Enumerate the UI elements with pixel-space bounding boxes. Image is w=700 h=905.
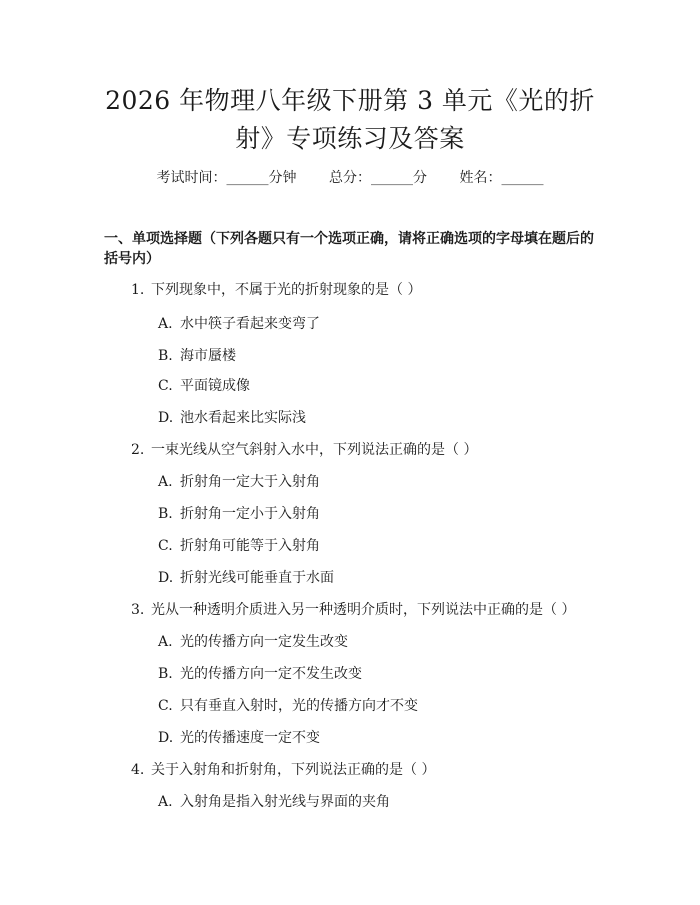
option-text: 折射角一定小于入射角 — [180, 506, 320, 522]
option-text: 海市蜃楼 — [180, 348, 236, 364]
section-heading-line-2: 括号内） — [104, 251, 160, 267]
question-3-option-a — [158, 632, 348, 652]
question-2-option-d — [158, 568, 334, 588]
option-letter: B. — [158, 666, 173, 682]
question-number: 3. — [131, 602, 145, 618]
option-letter: D. — [158, 570, 174, 586]
option-text: 水中筷子看起来变弯了 — [180, 316, 320, 332]
option-text: 平面镜成像 — [180, 378, 250, 394]
option-text: 只有垂直入射时，光的传播方向才不变 — [180, 698, 418, 714]
question-text: 关于入射角和折射角，下列说法正确的是（ ） — [151, 762, 436, 778]
option-letter: B. — [158, 506, 173, 522]
option-text: 光的传播方向一定发生改变 — [180, 634, 348, 650]
option-letter: A. — [158, 474, 173, 490]
option-text: 光的传播速度一定不变 — [180, 730, 320, 746]
option-text: 折射角可能等于入射角 — [180, 538, 320, 554]
question-number: 4. — [131, 762, 145, 778]
option-text: 折射角一定大于入射角 — [180, 474, 320, 490]
question-3-option-c — [158, 696, 418, 716]
option-letter: D. — [158, 410, 174, 426]
exam-info — [0, 168, 700, 188]
question-text: 下列现象中，不属于光的折射现象的是（ ） — [151, 282, 422, 298]
question-3-option-b — [158, 664, 362, 684]
option-text: 入射角是指入射光线与界面的夹角 — [180, 794, 390, 810]
question-text: 光从一种透明介质进入另一种透明介质时，下列说法中正确的是（ ） — [151, 602, 576, 618]
option-letter: A. — [158, 316, 173, 332]
option-text: 池水看起来比实际浅 — [180, 410, 306, 426]
option-letter: A. — [158, 634, 173, 650]
option-letter: D. — [158, 730, 174, 746]
question-3 — [131, 600, 575, 620]
question-1-option-b — [158, 346, 236, 366]
section-heading — [104, 229, 604, 269]
option-letter: C. — [158, 698, 173, 714]
question-text: 一束光线从空气斜射入水中，下列说法正确的是（ ） — [151, 442, 478, 458]
title-line-2: 射》专项练习及答案 — [235, 124, 465, 153]
section-heading-line-1: 一、单项选择题（下列各题只有一个选项正确，请将正确选项的字母填在题后的 — [104, 231, 594, 247]
question-2-option-c — [158, 536, 320, 556]
question-4-option-a — [158, 792, 390, 812]
option-letter: A. — [158, 794, 173, 810]
question-1 — [131, 280, 421, 300]
question-1-option-c — [158, 376, 250, 396]
question-2 — [131, 440, 477, 460]
question-2-option-a — [158, 472, 320, 492]
question-1-option-a — [158, 314, 320, 334]
title-line-1: 2026 年物理八年级下册第 3 单元《光的折 — [105, 86, 595, 115]
option-letter: B. — [158, 348, 173, 364]
option-letter: C. — [158, 538, 173, 554]
question-1-option-d — [158, 408, 306, 428]
option-text: 折射光线可能垂直于水面 — [180, 570, 334, 586]
document-title — [60, 82, 640, 158]
student-name-field: 姓名：______ — [459, 170, 544, 186]
option-text: 光的传播方向一定不发生改变 — [180, 666, 362, 682]
question-4 — [131, 760, 435, 780]
exam-time-field: 考试时间：______分钟 — [156, 170, 297, 186]
question-3-option-d — [158, 728, 320, 748]
question-2-option-b — [158, 504, 320, 524]
question-number: 1. — [131, 282, 145, 298]
question-number: 2. — [131, 442, 145, 458]
option-letter: C. — [158, 378, 173, 394]
total-score-field: 总分：______分 — [329, 170, 427, 186]
